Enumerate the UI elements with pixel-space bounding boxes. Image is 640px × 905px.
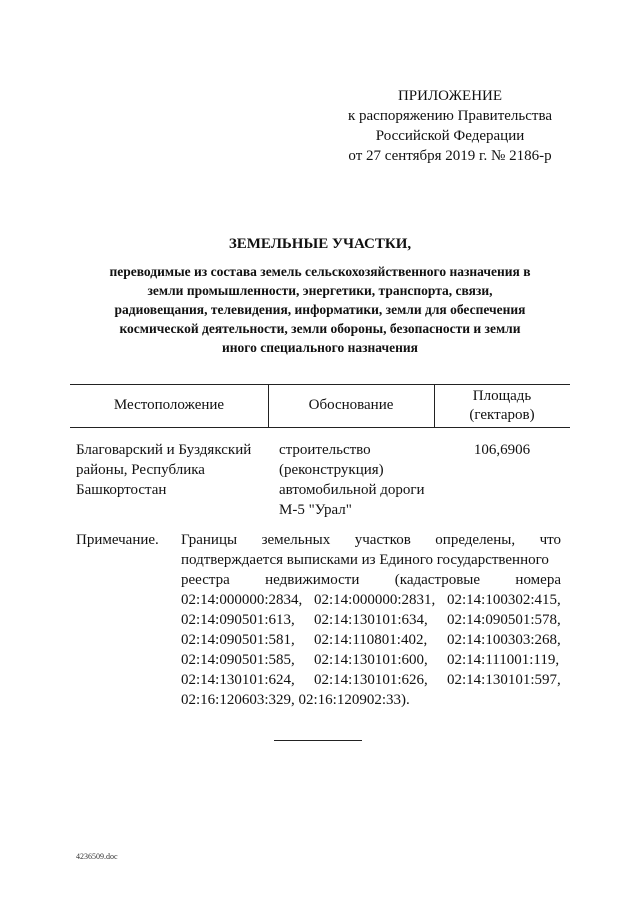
note-label: Примечание. — [76, 532, 159, 548]
cadastral-row — [181, 670, 561, 690]
note-word: реестра — [181, 572, 230, 588]
cadastral-number: 02:14:130101:634, — [314, 612, 428, 628]
subtitle-line: космической деятельности, земли обороны, безопасности и земли — [119, 321, 521, 336]
cadastral-number: 02:14:111001:119, — [447, 652, 560, 668]
note-line-1 — [181, 530, 561, 550]
cadastral-number: 02:14:110801:402, — [314, 632, 428, 648]
header-area-line-2: (гектаров) — [469, 406, 535, 423]
cadastral-number: 02:14:090501:613, — [181, 612, 295, 628]
header-location — [70, 384, 268, 427]
end-separator — [274, 740, 362, 741]
cadastral-number: 02:14:090501:585, — [181, 652, 295, 668]
cadastral-row — [181, 590, 561, 610]
appendix-line-1: к распоряжению Правительства — [347, 108, 552, 124]
cell-basis-line: автомобильной дороги — [279, 482, 425, 498]
appendix-line-2: Российской Федерации — [375, 128, 525, 144]
cadastral-number: 02:14:090501:578, — [447, 612, 561, 628]
note-line-2: подтверждается выписками из Единого государственного — [181, 552, 549, 568]
cell-area-value: 106,6906 — [473, 442, 531, 458]
cadastral-number: 02:14:100303:268, — [447, 632, 561, 648]
cell-basis-line: М-5 "Урал" — [279, 502, 352, 518]
cadastral-number: 02:14:130101:626, — [314, 672, 428, 688]
appendix-line-3: от 27 сентября 2019 г. № 2186-р — [348, 148, 552, 164]
cell-location-line: районы, Республика — [76, 462, 205, 478]
cadastral-number: 02:14:130101:624, — [181, 672, 295, 688]
subtitle-line: земли промышленности, энергетики, транспорта, связи, — [147, 283, 493, 298]
cadastral-number: 02:14:000000:2834, — [181, 592, 303, 608]
cadastral-row — [181, 610, 561, 630]
note-word: участков — [354, 532, 411, 548]
header-area-line-1: Площадь — [472, 387, 532, 404]
header-basis-text: Обоснование — [308, 397, 394, 413]
cadastral-number: 02:14:130101:600, — [314, 652, 428, 668]
note-word: номера — [515, 572, 561, 588]
cell-area — [434, 440, 570, 460]
cell-basis — [279, 440, 425, 520]
cell-location-line: Башкортостан — [76, 482, 167, 498]
header-location-text: Местоположение — [113, 397, 225, 413]
note-word: что — [539, 532, 561, 548]
note-word: Границы — [181, 532, 238, 548]
note-last-line: 02:16:120603:329, 02:16:120902:33). — [181, 692, 410, 708]
cadastral-number: 02:14:100302:415, — [447, 592, 561, 608]
footer-doc-id: 4236509.doc — [76, 852, 118, 861]
document-title: ЗЕМЕЛЬНЫЕ УЧАСТКИ, — [228, 236, 412, 252]
cell-basis-line: (реконструкция) — [279, 462, 384, 478]
cell-basis-line: строительство — [279, 442, 371, 458]
table-header-rule — [70, 427, 570, 428]
cadastral-number: 02:14:130101:597, — [447, 672, 561, 688]
header-basis — [268, 384, 434, 427]
cadastral-number: 02:14:000000:2831, — [314, 592, 436, 608]
cadastral-number: 02:14:090501:581, — [181, 632, 295, 648]
note-word: земельных — [261, 532, 331, 548]
note-word: недвижимости — [265, 572, 360, 588]
header-area — [434, 384, 570, 427]
appendix-block — [330, 86, 570, 166]
subtitle-line: радиовещания, телевидения, информатики, земли для обеспечения — [114, 302, 526, 317]
cell-location-line: Благоварский и Буздякский — [76, 442, 252, 458]
note-word: (кадастровые — [394, 572, 481, 588]
subtitle-line: переводимые из состава земель сельскохозяйственного назначения в — [109, 264, 531, 279]
cell-location — [76, 440, 251, 500]
cadastral-row — [181, 650, 561, 670]
note-line-3 — [181, 570, 561, 590]
appendix-title: ПРИЛОЖЕНИЕ — [397, 88, 503, 104]
document-subtitle — [60, 262, 580, 357]
note-body — [181, 530, 561, 710]
cadastral-row — [181, 630, 561, 650]
subtitle-line: иного специального назначения — [222, 340, 418, 355]
note-word: определены, — [435, 532, 516, 548]
